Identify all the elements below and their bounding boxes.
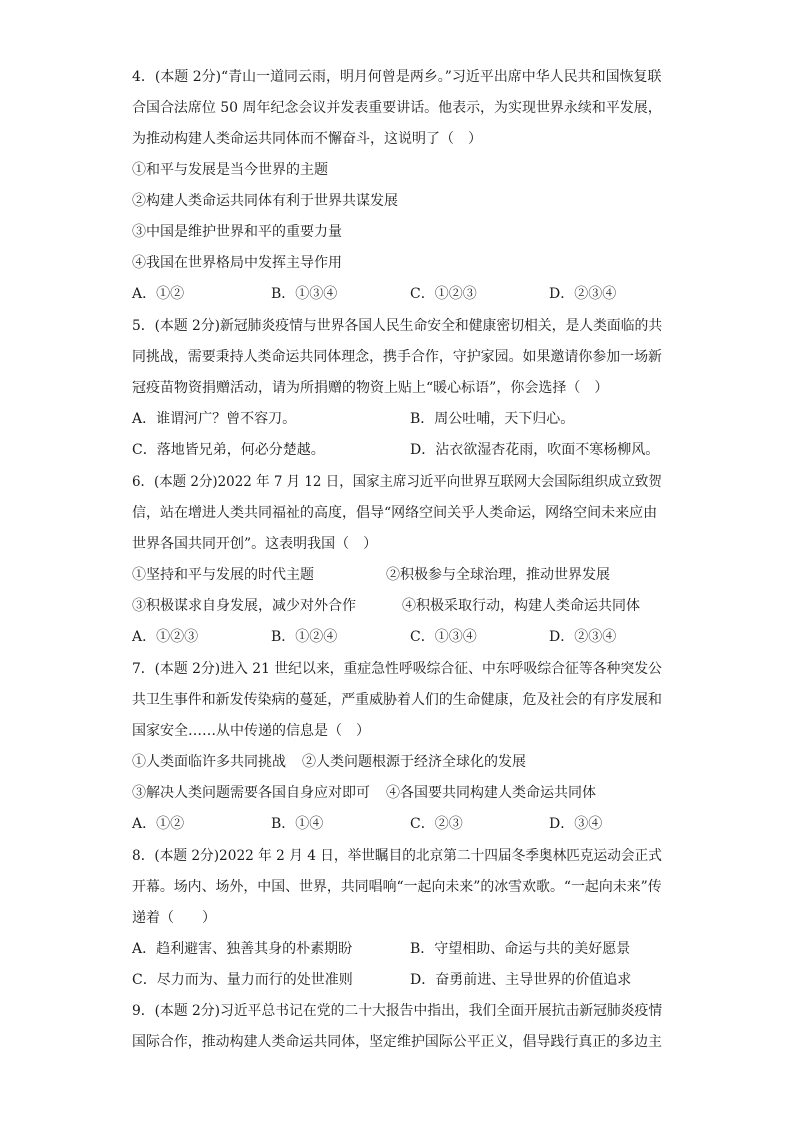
question-4-statement-2: ②构建人类命运共同体有利于世界共谋发展	[132, 193, 398, 209]
question-4-stem-line-2: 合国合法席位 50 周年纪念会议并发表重要讲话。他表示，为实现世界永续和平发展，	[132, 100, 662, 116]
question-7-stem-line-2: 共卫生事件和新发传染病的蔓延，严重威胁着人们的生命健康，危及社会的有序发展和	[132, 692, 662, 708]
question-5-stem-line-2: 同挑战，需要秉持人类命运共同体理念，携手合作，守护家园。如果邀请你参加一场新	[132, 349, 662, 365]
question-8-stem-line-2: 开幕。场内、场外，中国、世界，共同唱响“一起向未来”的冰雪欢歌。“一起向未来”传	[132, 879, 662, 895]
question-6-statement-2: ②积极参与全球治理，推动世界发展	[386, 567, 610, 583]
question-7-statement-3: ③解决人类问题需要各国自身应对即可	[132, 785, 370, 801]
question-5-stem-line-1: 5．(本题 2分)新冠肺炎疫情与世界各国人民生命安全和健康密切相关，是人类面临的共	[132, 318, 663, 334]
question-4-stem-line-1: 4．(本题 2分)“青山一道同云雨，明月何曾是两乡。”习近平出席中华人民共和国恢复联	[132, 69, 662, 85]
question-4-statement-4: ④我国在世界格局中发挥主导作用	[132, 255, 342, 271]
question-7-option-a: A．①②	[132, 816, 185, 832]
question-5-option-b: B．周公吐哺，天下归心。	[410, 411, 575, 427]
question-5-stem-line-3: 冠疫苗物资捐赠活动，请为所捐赠的物资上贴上“暖心标语”，你会选择（ ）	[132, 380, 609, 396]
question-5-option-c: C．落地皆兄弟，何必分楚越。	[132, 442, 325, 458]
question-5-option-a: A．谁谓河广？曾不容刀。	[132, 411, 297, 427]
question-6-stem-line-3: 世界各国共同开创”。这表明我国（ ）	[132, 536, 378, 552]
question-6-option-d: D．②③④	[549, 629, 617, 645]
question-7-statement-4: ④各国要共同构建人类命运共同体	[386, 785, 596, 801]
question-7-statement-2: ②人类问题根源于经济全球化的发展	[302, 754, 526, 770]
question-8-stem-line-1: 8．(本题 2分)2022 年 2 月 4 日，举世瞩目的北京第二十四届冬季奥林匹克运动会正式	[132, 848, 662, 864]
question-7-option-c: C．②③	[410, 816, 463, 832]
question-8-option-a: A．趋利避害、独善其身的朴素期盼	[132, 941, 353, 957]
question-7-option-d: D．③④	[549, 816, 603, 832]
question-9-stem-line-2: 国际合作，推动构建人类命运共同体，坚定维护国际公平正义，倡导践行真正的多边主	[132, 1034, 662, 1050]
question-6-option-b: B．①②④	[271, 629, 338, 645]
question-7-statement-1: ①人类面临许多共同挑战	[132, 754, 286, 770]
question-8-stem-line-3: 递着（ ）	[132, 910, 216, 926]
question-6-option-c: C．①③④	[410, 629, 477, 645]
question-4-statement-3: ③中国是维护世界和平的重要力量	[132, 224, 342, 240]
question-4-statement-1: ①和平与发展是当今世界的主题	[132, 162, 328, 178]
question-8-option-d: D．奋勇前进、主导世界的价值追求	[410, 972, 632, 988]
question-4-option-c: C．①②③	[410, 286, 477, 302]
question-8-option-b: B．守望相助、命运与共的美好愿景	[410, 941, 631, 957]
question-4-stem-line-3: 为推动构建人类命运共同体而不懈奋斗，这说明了（ ）	[132, 131, 482, 147]
question-9-stem-line-1: 9．(本题 2分)习近平总书记在党的二十大报告中指出，我们全面开展抗击新冠肺炎疫情	[132, 1003, 663, 1019]
question-6-option-a: A．①②③	[132, 629, 199, 645]
question-6-stem-line-1: 6．(本题 2分)2022 年 7 月 12 日，国家主席习近平向世界互联网大会国际组织成立致贺	[132, 474, 662, 490]
question-6-statement-1: ①坚持和平与发展的时代主题	[132, 567, 314, 583]
question-4-option-a: A．①②	[132, 286, 185, 302]
question-4-option-d: D．②③④	[549, 286, 617, 302]
question-7-stem-line-3: 国家安全……从中传递的信息是（ ）	[132, 723, 370, 739]
question-7-option-b: B．①④	[271, 816, 324, 832]
question-6-stem-line-2: 信，站在增进人类共同福祉的高度，倡导“网络空间关乎人类命运，网络空间未来应由	[132, 505, 658, 521]
question-4-option-b: B．①③④	[271, 286, 338, 302]
question-8-option-c: C．尽力而为、量力而行的处世准则	[132, 972, 353, 988]
question-6-statement-3: ③积极谋求自身发展，减少对外合作	[132, 598, 356, 614]
question-7-stem-line-1: 7．(本题 2分)进入 21 世纪以来，重症急性呼吸综合征、中东呼吸综合征等各种突发公	[132, 661, 662, 677]
question-5-option-d: D．沾衣欲湿杏花雨，吹面不寒杨柳风。	[410, 442, 660, 458]
question-6-statement-4: ④积极采取行动，构建人类命运共同体	[402, 598, 640, 614]
